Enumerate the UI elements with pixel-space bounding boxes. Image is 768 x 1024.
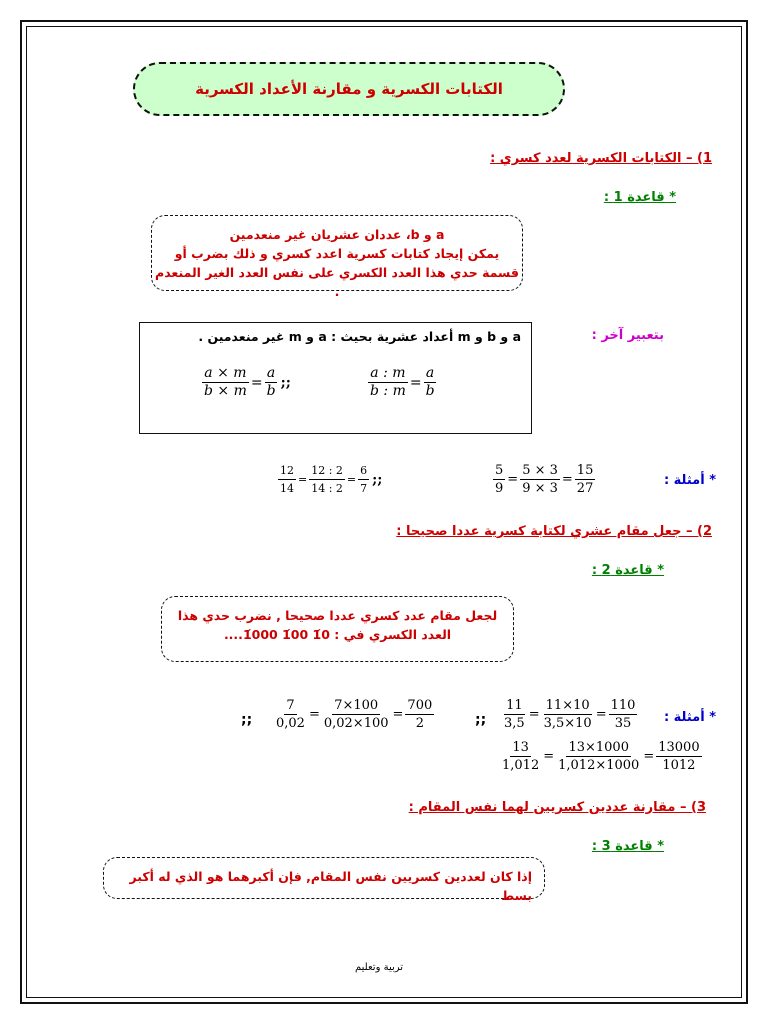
alt-expression-line: a و b و m أعداد عشرية بحيث : a و m غير منعدمين .	[198, 329, 521, 344]
rule-3-line-1: إذا كان لعددين كسريين نفس المقام, فإن أكبرهما هو الذي له أكبر بسط	[129, 869, 532, 903]
rule-1-line-3: قسمة حدي هذا العدد الكسري على نفس العدد الغير المنعدم .	[155, 265, 519, 299]
example-1-b: $\frac{12}{14}$ = $\frac{12 : 2}{14 : 2}$ = $\frac{6}{7}$ ;;	[280, 464, 383, 495]
formula-multiply: $\frac{a \times m}{b \times m}$ = $\frac{a}{b}$ ;;	[204, 365, 291, 399]
formula-divide: $\frac{a : m}{b : m}$ = $\frac{a}{b}$	[370, 365, 435, 399]
alt-expression-label: بتعبير آخر :	[591, 328, 664, 343]
footer-text: تربية وتعليم	[355, 962, 404, 973]
examples-1-label: * أمثلة :	[663, 473, 716, 488]
rule-3-box	[103, 857, 545, 903]
section-1-heading: 1) – الكتابات الكسرية لعدد كسري :	[490, 151, 712, 166]
page-title: الكتابات الكسرية و مقارنة الأعداد الكسرية	[133, 62, 565, 116]
rule-2-label: * قاعدة 2 :	[591, 563, 664, 578]
section-3-heading: 3) – مقارنة عددين كسريين لهما نفس المقام :	[408, 800, 706, 815]
example-2-c: $\frac{13}{1,012}$ = $\frac{13\times 1000}{1,012\times 1000}$ = $\frac{13000}{1012}$	[502, 740, 700, 773]
alt-expression-box	[139, 322, 532, 434]
rule-1-line-1: a و b، عددان عشريان غير منعدمين	[229, 227, 445, 242]
rule-2-box	[161, 596, 514, 662]
rule-2-line-2: العدد الكسري في : 1́0 1́00 1́000....	[223, 627, 452, 642]
rule-1-line-2: يمكن إيجاد كتابات كسرية اعدد كسري و ذلك بضرب أو	[174, 246, 500, 261]
example-1-a: $\frac{5}{9}$ = $\frac{5 \times 3}{9 \times 3}$ = $\frac{15}{27}$	[495, 463, 594, 496]
example-2-a: $\frac{11}{3,5}$ = $\frac{11\times 10}{3,5\times 10}$ = $\frac{110}{35}$	[504, 698, 636, 731]
section-2-heading: 2) – جعل مقام عشري لكتابة كسرية عددا صحيحا :	[396, 524, 712, 539]
examples-2-separator-1: ;;	[475, 712, 487, 728]
rule-1-label: * قاعدة 1 :	[603, 190, 676, 205]
rule-1-box	[151, 215, 523, 299]
example-2-b: $\frac{7}{0,02}$ = $\frac{7\times 100}{0,02\times 100}$ = $\frac{700}{2}$	[276, 698, 433, 731]
rule-2-line-1: لجعل مقام عدد كسري عددا صحيحا , نضرب حدي هذا	[177, 608, 498, 623]
rule-3-label: * قاعدة 3 :	[591, 839, 664, 854]
examples-2-label: * أمثلة :	[663, 710, 716, 725]
examples-2-separator-2: ;;	[241, 712, 253, 728]
